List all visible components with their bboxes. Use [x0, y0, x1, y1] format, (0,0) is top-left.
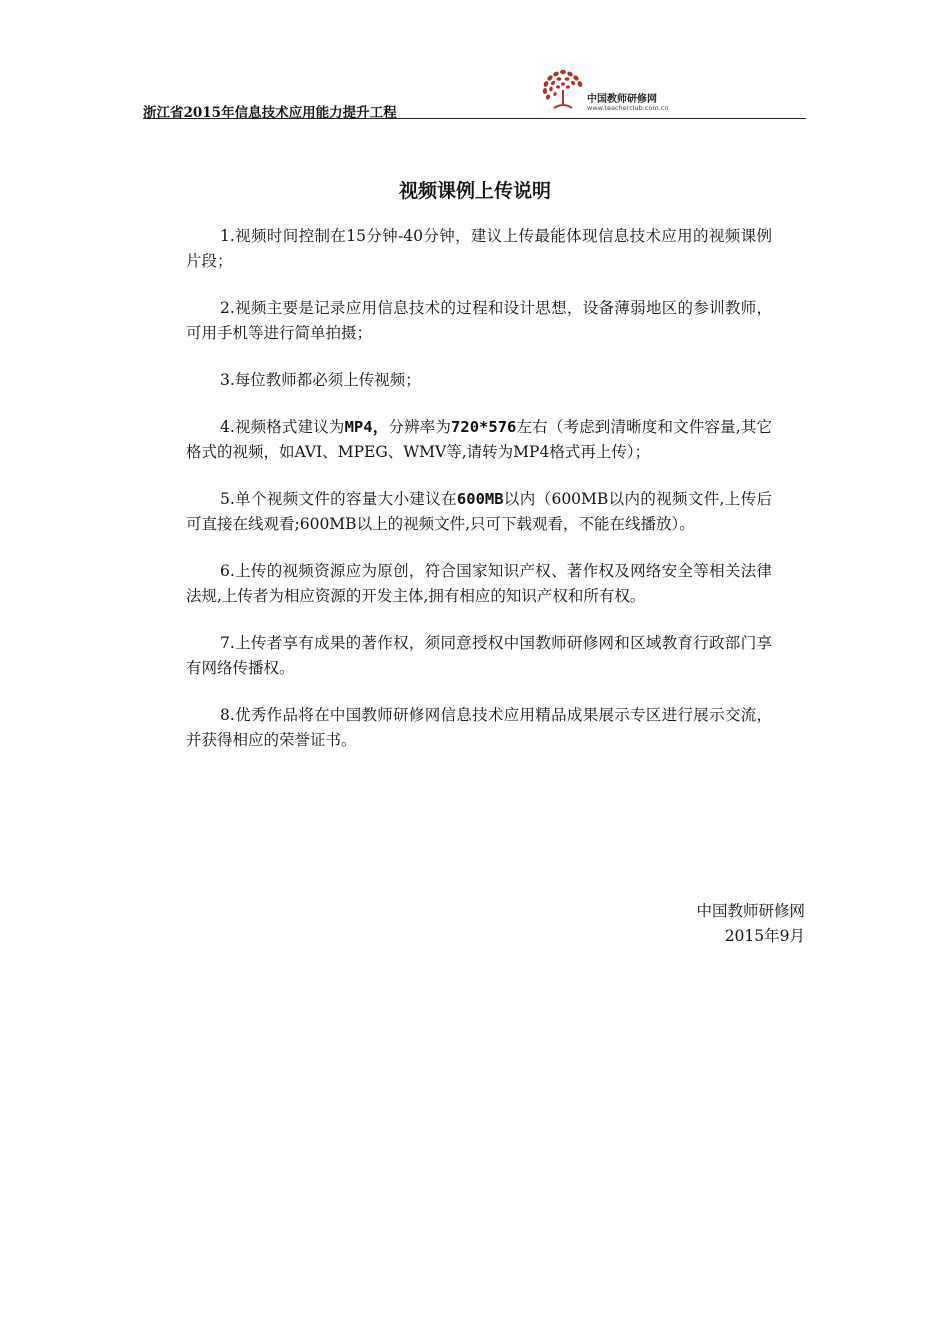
instruction-item-8: 8.优秀作品将在中国教师研修网信息技术应用精品成果展示专区进行展示交流，并获得相应的荣誉证书。 — [186, 706, 772, 749]
instruction-item-2: 2.视频主要是记录应用信息技术的过程和设计思想，设备薄弱地区的参训教师，可用手机等进行简单拍摄； — [186, 299, 772, 342]
instruction-item-4: 4.视频格式建议为MP4，分辨率为720*576左右（考虑到清晰度和文件容量,其它格式的视频，如AVI、MPEG、WMV等,请转为MP4格式再上传）； — [186, 418, 772, 461]
size-limit-value: 600MB — [456, 490, 504, 508]
format-value: MP4， — [344, 418, 389, 436]
resolution-value: 720*576 — [451, 418, 517, 436]
instruction-item-5: 5.单个视频文件的容量大小建议在600MB以内（600MB以内的视频文件,上传后可直接在线观看;600MB以上的视频文件,只可下载观看，不能在线播放）。 — [186, 490, 772, 533]
instruction-item-7: 7.上传者享有成果的著作权，须同意授权中国教师研修网和区域教育行政部门享有网络传播权。 — [186, 634, 772, 677]
instruction-item-1: 1.视频时间控制在15分钟-40分钟，建议上传最能体现信息技术应用的视频课例片段； — [186, 227, 772, 270]
logo-url: www.teacherclub.com.cn — [587, 104, 669, 112]
header-divider — [143, 118, 806, 119]
logo-name: 中国教师研修网 — [587, 94, 657, 105]
tree-logo-icon — [540, 68, 586, 112]
header-title: 浙江省2015年信息技术应用能力提升工程 — [143, 105, 397, 121]
signature-date: 2015年9月 — [724, 927, 805, 945]
instruction-list — [186, 224, 772, 775]
page-header — [143, 66, 806, 120]
signature-org: 中国教师研修网 — [696, 902, 805, 920]
signature-block — [696, 899, 805, 949]
instruction-item-3: 3.每位教师都必须上传视频； — [220, 371, 421, 389]
instruction-item-6: 6.上传的视频资源应为原创，符合国家知识产权、著作权及网络安全等相关法律法规,上传者为相应资源的开发主体,拥有相应的知识产权和所有权。 — [186, 562, 772, 605]
teacherclub-logo — [540, 68, 680, 114]
document-title: 视频课例上传说明 — [398, 180, 551, 202]
